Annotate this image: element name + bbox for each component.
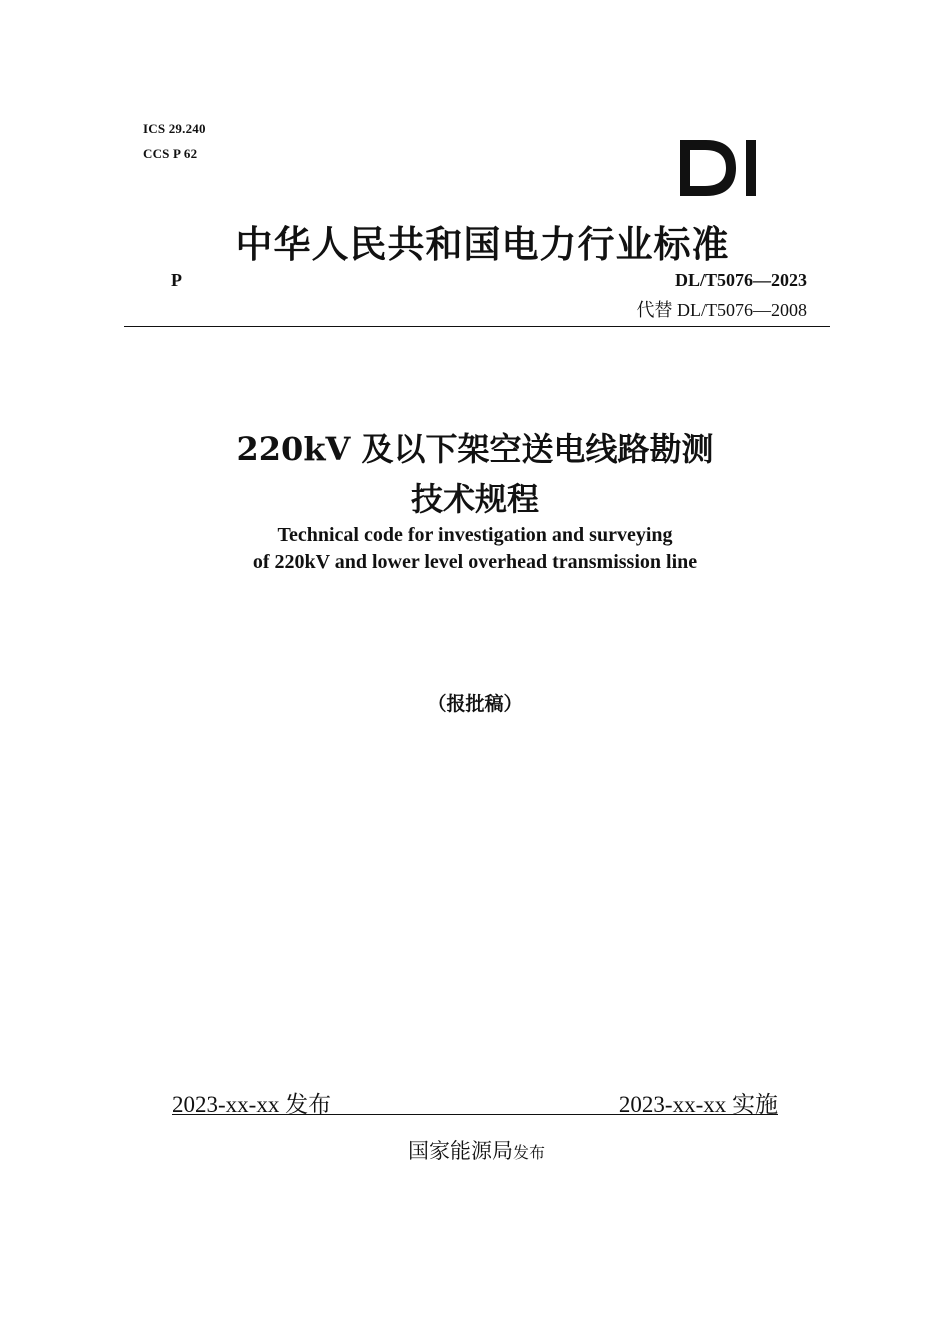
standard-title: 中华人民共和国电力行业标准	[235, 223, 730, 266]
issue-date: 2023-xx-xx 发布	[172, 1092, 332, 1117]
publisher-suffix: 发布	[512, 1145, 545, 1162]
document-title-line1: 220kV 及以下架空送电线路勘测	[236, 430, 714, 468]
header-divider	[124, 326, 830, 327]
implementation-date: 2023-xx-xx 实施	[618, 1092, 778, 1117]
dl-logo-icon	[676, 138, 764, 198]
document-title-line2: 技术规程	[410, 480, 539, 518]
ics-code: ICS 29.240	[143, 121, 206, 136]
english-title-line1: Technical code for investigation and surveying	[277, 524, 673, 546]
english-title-line2: of 220kV and lower level overhead transmission line	[252, 551, 698, 573]
publisher	[0, 1135, 950, 1165]
replaces-note: 代替 DL/T5076—2008	[636, 300, 807, 320]
category-code: P	[171, 270, 182, 290]
standard-number: DL/T5076—2023	[674, 270, 807, 290]
publisher-name: 国家能源局	[407, 1139, 513, 1163]
dates-row	[172, 1086, 778, 1115]
draft-status: （报批稿）	[427, 693, 523, 715]
ccs-code: CCS P 62	[143, 146, 198, 161]
